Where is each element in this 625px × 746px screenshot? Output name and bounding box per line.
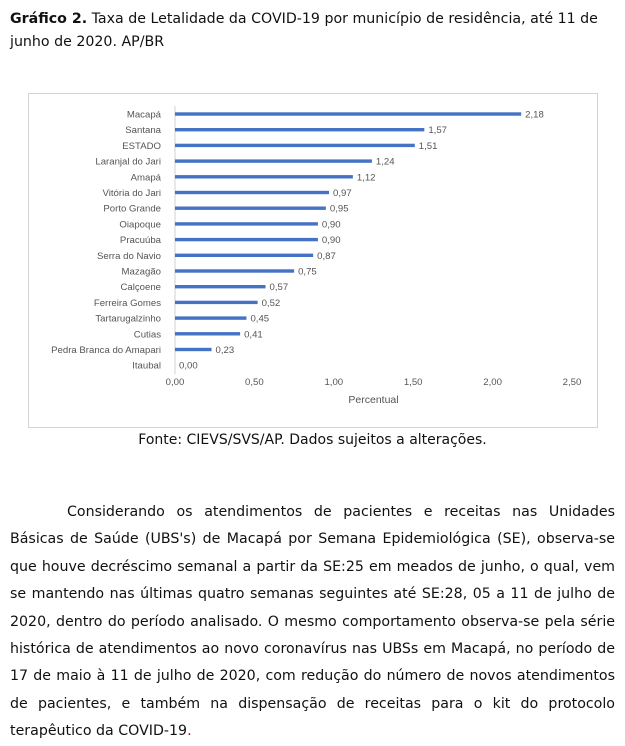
x-tick-label: 2,50 (562, 377, 582, 389)
value-label: 0,90 (321, 219, 341, 231)
figure-caption (10, 8, 615, 54)
category-label: Laranjal do Jari (95, 156, 161, 168)
bar (175, 238, 318, 241)
bar (175, 191, 329, 194)
bar (175, 348, 212, 351)
value-label: 0,45 (250, 313, 270, 325)
value-label: 0,41 (244, 329, 263, 341)
value-label: 2,18 (525, 109, 544, 121)
bar (175, 332, 240, 335)
category-label: Pracuúba (119, 235, 161, 247)
value-label: 0,57 (269, 282, 289, 294)
category-label: Tartarugalzinho (95, 313, 161, 325)
category-label: Porto Grande (103, 203, 161, 215)
bar (175, 285, 266, 288)
category-label: Amapá (130, 172, 161, 184)
value-label: 1,12 (356, 172, 376, 184)
bar (175, 112, 521, 115)
bar (175, 128, 424, 131)
chart-source: Fonte: CIEVS/SVS/AP. Dados sujeitos a alterações. (138, 432, 487, 448)
bar (175, 175, 353, 178)
x-tick-label: 0,50 (245, 377, 264, 389)
category-label: Serra do Navio (97, 250, 161, 262)
x-axis-title: Percentual (348, 394, 399, 407)
body-paragraph (10, 499, 615, 746)
value-label: 0,87 (317, 250, 336, 262)
value-label: 1,57 (428, 125, 448, 137)
figure-caption-label: Gráfico 2. (10, 11, 88, 27)
bar (175, 144, 415, 147)
value-label: 0,75 (298, 266, 317, 278)
category-label: Macapá (126, 109, 161, 121)
value-label: 0,95 (329, 203, 349, 215)
figure-caption-text: Taxa de Letalidade da COVID-19 por município de residência, até 11 de junho de 2020. AP/BR (10, 11, 598, 50)
x-tick-label: 1,00 (324, 377, 344, 389)
bar (175, 159, 372, 162)
value-label: 0,90 (321, 235, 341, 247)
bar (175, 316, 246, 319)
category-label: Vitória do Jari (102, 188, 161, 199)
value-label: 0,52 (261, 297, 281, 309)
bar (175, 222, 318, 225)
category-label: ESTADO (122, 140, 161, 152)
value-label: 0,00 (179, 360, 198, 372)
bar (175, 254, 313, 257)
value-label: 0,23 (215, 345, 235, 356)
paragraph-end-mark: . (187, 723, 192, 740)
lethality-bar-chart (29, 94, 597, 427)
value-label: 0,97 (333, 188, 352, 199)
category-label: Santana (125, 125, 161, 137)
bar (175, 301, 258, 304)
body-paragraph-text: Considerando os atendimentos de pacientes e receitas nas Unidades Básicas de Saúde (UBS's) de Macapá por Semana Epidemiológica (SE), observa-se que houve decréscimo semanal a partir da SE:25 em meados de junho, o qual, vem se mantendo nas últimas quatro semanas seguintes até SE:28, 05 a 11 de julho de 2020, dentro do período analisado. O mesmo comportamento observa-se pela série histórica de atendimentos ao novo coronavírus nas UBSs em Macapá, no período de 17 de maio à 11 de julho de 2020, com redução do número de novos atendimentos de pacientes, e também na dispensação de receitas para o kit do protocolo terapêutico da COVID-19 (10, 504, 615, 740)
chart-frame (28, 93, 598, 428)
bar (175, 207, 326, 210)
category-label: Mazagão (121, 266, 161, 278)
category-label: Cutias (133, 329, 161, 341)
value-label: 1,51 (418, 140, 438, 152)
x-tick-label: 0,00 (165, 377, 185, 389)
category-label: Calçoene (120, 282, 161, 294)
bar (175, 269, 294, 272)
x-tick-label: 1,50 (403, 377, 423, 389)
category-label: Ferreira Gomes (93, 297, 161, 309)
category-label: Oiapoque (119, 219, 161, 231)
category-label: Itaubal (132, 360, 161, 372)
x-tick-label: 2,00 (483, 377, 502, 389)
value-label: 1,24 (375, 156, 395, 168)
category-label: Pedra Branca do Amapari (51, 345, 161, 356)
